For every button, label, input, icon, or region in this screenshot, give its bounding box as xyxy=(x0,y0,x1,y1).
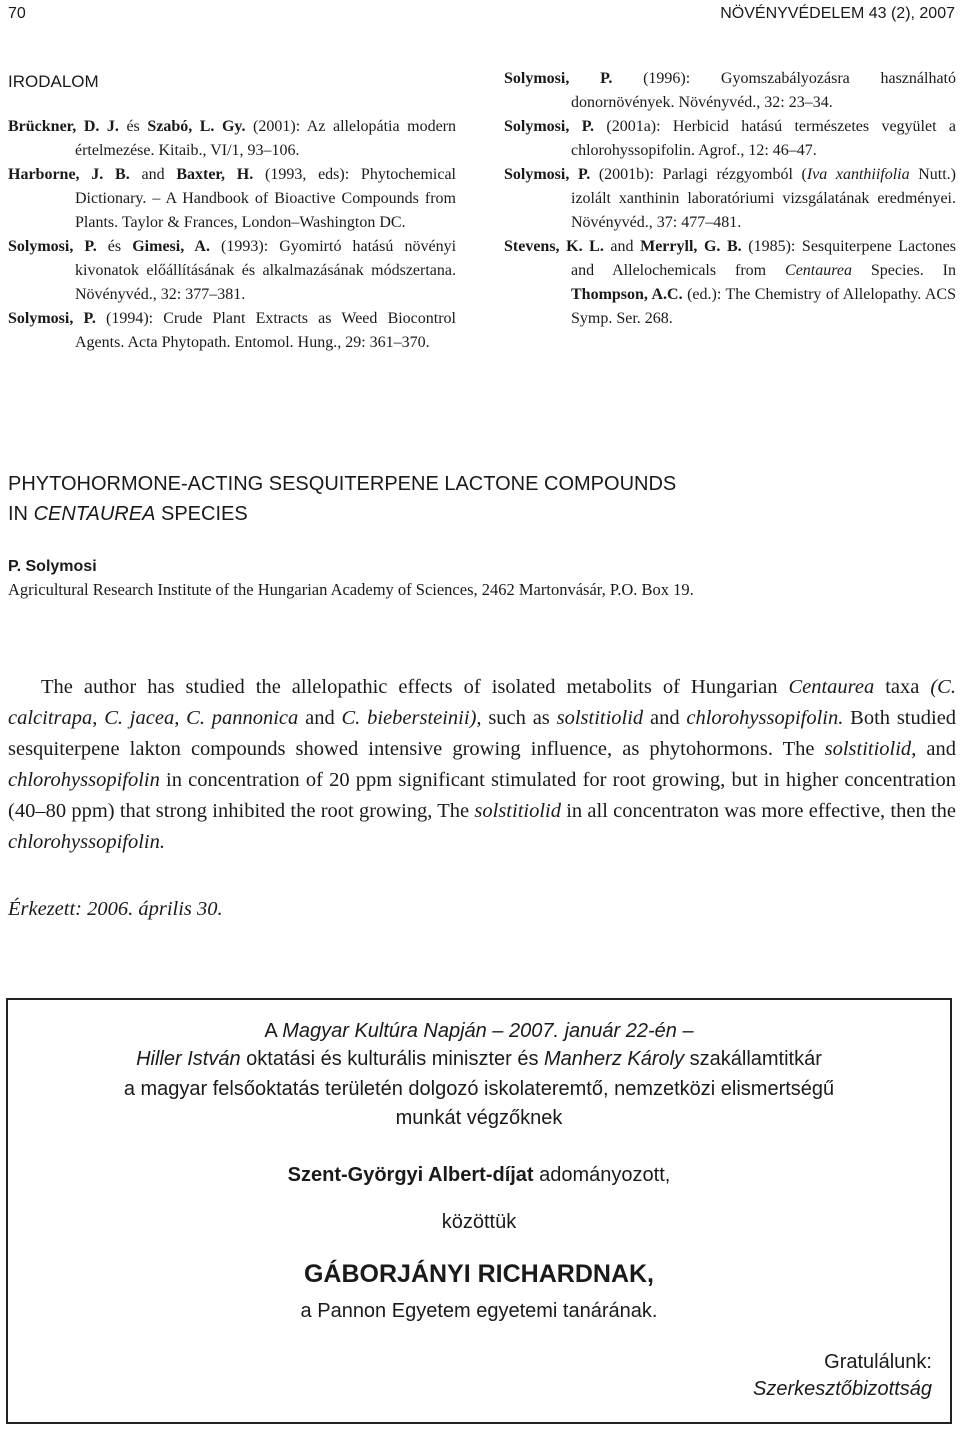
page-number: 70 xyxy=(8,5,26,22)
award-line-5: Szent-Györgyi Albert-díjat adományozott, xyxy=(287,1164,671,1186)
article-title xyxy=(8,469,676,529)
title-line-1: PHYTOHORMONE-ACTING SESQUITERPENE LACTONE COMPOUNDS xyxy=(8,473,677,495)
award-signature: Szerkesztőbizottság xyxy=(753,1378,932,1400)
reference-item: Solymosi, P. és Gimesi, A. (1993): Gyomirtó hatású növényi kivonatok előállításának és alkalmazásának módszertana. Növényvéd., 32: 377–381. xyxy=(8,238,457,303)
reference-item: Harborne, J. B. and Baxter, H. (1993, eds): Phytochemical Dictionary. – A Handbook of Bioactive Compounds from Plants. Taylor & Frances, London–Washington DC. xyxy=(8,166,457,231)
award-line-4: munkát végzőknek xyxy=(395,1107,563,1129)
reference-item: Solymosi, P. (1994): Crude Plant Extracts as Weed Biocontrol Agents. Acta Phytopath. Entomol. Hung., 29: 361–370. xyxy=(8,310,457,351)
award-line-1: A Magyar Kultúra Napján – 2007. január 22-én – xyxy=(264,1020,694,1042)
reference-item: Solymosi, P. (1996): Gyomszabályozásra használható donornövények. Növényvéd., 32: 23–34. xyxy=(504,70,956,111)
award-line-3: a magyar felsőoktatás területén dolgozó iskolateremtő, nemzetközi elismertségű xyxy=(123,1078,835,1100)
award-congratulations: Gratulálunk: xyxy=(824,1351,932,1373)
award-announcement-box xyxy=(6,998,952,1424)
article-author: P. Solymosi xyxy=(8,558,97,575)
title-line-2: IN CENTAUREA SPECIES xyxy=(8,503,248,525)
references-left-column xyxy=(8,115,456,355)
award-line-8: a Pannon Egyetem egyetemi tanárának. xyxy=(300,1300,658,1322)
award-line-6: közöttük xyxy=(441,1211,517,1233)
references-heading: IRODALOM xyxy=(8,72,99,91)
reference-item: Brückner, D. J. és Szabó, L. Gy. (2001): Az allelopátia modern értelmezése. Kitaib., VI/1, 93–106. xyxy=(8,118,457,159)
abstract: The author has studied the allelopathic effects of isolated metabolits of Hungarian Centaurea taxa (C. calcitrapa, C. jacea, C. pannonica and C. biebersteinii), such as solstitiolid and chlorohyssopifolin. Both studied sesquiterpene lakton compounds showed intensive growing influence, as phytohormons. The solstitiolid, and chlorohyssopifolin in concentration of 20 ppm significant stimulated for root growing, but in higher concentration (40–80 ppm) that strong inhibited the root growing, The solstitiolid in all concentraton was more effective, then the chlorohyssopifolin. xyxy=(8,676,957,853)
journal-header: NÖVÉNYVÉDELEM 43 (2), 2007 xyxy=(720,5,955,22)
references-right-column xyxy=(504,67,956,331)
received-date: Érkezett: 2006. április 30. xyxy=(8,898,223,920)
award-recipient: GÁBORJÁNYI RICHARDNAK, xyxy=(303,1260,654,1288)
reference-item: Solymosi, P. (2001a): Herbicid hatású természetes vegyület a chlorohyssopifolin. Agrof., 12: 46–47. xyxy=(504,118,957,159)
award-line-2: Hiller István oktatási és kulturális miniszter és Manherz Károly szakállamtitkár xyxy=(136,1048,822,1070)
author-affiliation: Agricultural Research Institute of the Hungarian Academy of Sciences, 2462 Martonvásár, P.O. Box 19. xyxy=(8,580,694,599)
reference-item: Solymosi, P. (2001b): Parlagi rézgyomból (Iva xanthiifolia Nutt.) izolált xanthinin laboratóriumi vizsgálatának eredményei. Növényvéd., 37: 477–481. xyxy=(504,166,957,231)
reference-item: Stevens, K. L. and Merryll, G. B. (1985): Sesquiterpene Lactones and Allelochemicals from Centaurea Species. In Thompson, A.C. (ed.): The Chemistry of Allelopathy. ACS Symp. Ser. 268. xyxy=(504,238,957,327)
